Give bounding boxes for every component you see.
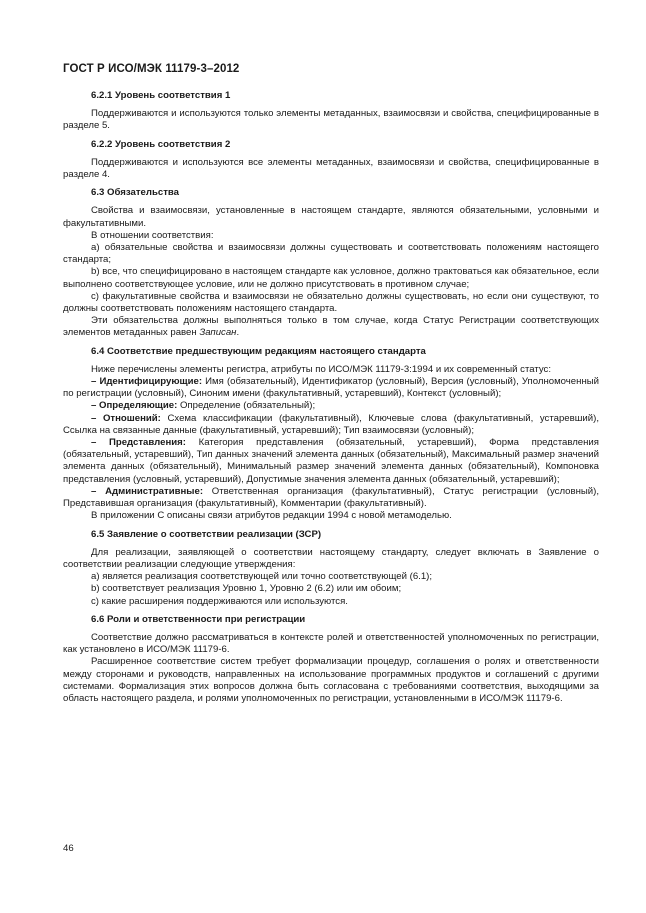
paragraph: Поддерживаются и используются только элементы метаданных, взаимосвязи и свойства, специфицированные в разделе 5. [63,108,599,132]
list-item: – Идентифицирующие: Имя (обязательный), Идентификатор (условный), Версия (условный), Уполномоченный по регистрации (условный), Синоним имени (факультативный, устаревший), Контекст (условный); [63,376,599,400]
section-heading-6-2-1: 6.2.1 Уровень соответствия 1 [91,90,231,101]
list-item: – Отношений: Схема классификации (факультативный), Ключевые слова (факультативный, устаревший), Ссылка на связанные данные (факультативный, устаревший); Тип взаимосвязи (условный); [63,412,599,436]
list-item: b) соответствует реализация Уровню 1, Уровню 2 (6.2) или им обоим; [91,583,402,595]
list-item: с) факультативные свойства и взаимосвязи не обязательно должны существовать, но если они существуют, то должны соответствовать положениям настоящего стандарта. [63,290,599,315]
list-item: – Административные: Ответственная организация (факультативный), Статус регистрации (условный), Представившая организация (факультативный), Комментарии (факультативный). [63,485,599,510]
paragraph: Для реализации, заявляющей о соответствии настоящему стандарту, следует включать в Заявление о соответствии реализации следующие утверждения: [63,546,599,570]
paragraph: Ниже перечислены элементы регистра, атрибуты по ИСО/МЭК 11179-3:1994 и их современный статус: [91,363,552,375]
list-item: с) какие расширения поддерживаются или используются. [91,595,348,607]
list-item: а) обязательные свойства и взаимосвязи должны существовать и соответствовать положениям настоящего стандарта; [63,242,599,266]
paragraph: Эти обязательства должны выполняться только в том случае, когда Статус Регистрации соответствующих элементов метаданных равен Записан. [63,315,599,339]
section-heading-6-4: 6.4 Соответствие предшествующим редакциям настоящего стандарта [91,345,426,357]
section-heading-6-3: 6.3 Обязательства [91,187,180,199]
section-heading-6-2-2: 6.2.2 Уровень соответствия 2 [91,138,231,150]
list-item: b) все, что специфицировано в настоящем стандарте как условное, должно трактоваться как обязательное, если выполнено соответствующее условие, или не должно присутствовать в противном случае; [63,266,599,290]
paragraph: Свойства и взаимосвязи, установленные в настоящем стандарте, являются обязательными, условными и факультативными. [63,205,599,229]
list-item: – Представления: Категория представления (обязательный, устаревший), Форма представления (обязательный, устаревший), Тип данных значений элемента данных (обязательный), Максимальный размер значений элемента данных (обязательный), Минимальный размер значений элемента данных (обязательный), Компоновка представления (условный, устаревший), Допустимые значения элемента данных (обязательный, устаревший); [63,437,599,485]
document-body [63,90,599,705]
paragraph: В приложении С описаны связи атрибутов редакции 1994 с новой метамоделью. [91,510,452,522]
paragraph: Поддерживаются и используются все элементы метаданных, взаимосвязи и свойства, специфицированные в разделе 4. [63,156,599,181]
paragraph: В отношении соответствия: [91,229,214,241]
document-header: ГОСТ Р ИСО/МЭК 11179-3–2012 [63,63,240,75]
page-number: 46 [63,843,74,854]
paragraph: Расширенное соответствие систем требует формализации процедур, соглашения о ролях и ответственности между сторонами и руководств, направленных на использование программных продуктов и соглашений с другими системами. Формализация этих вопросов должна быть согласована с требованиями соответствия, выходящими за область настоящего раздела, и ролями уполномоченных по регистрации, установленными в ИСО/МЭК 11179-6. [63,656,599,704]
paragraph: Соответствие должно рассматриваться в контексте ролей и ответственностей уполномоченных по регистрации, как установлено в ИСО/МЭК 11179-6. [63,631,599,656]
list-item: – Определяющие: Определение (обязательный); [91,400,316,412]
section-heading-6-5: 6.5 Заявление о соответствии реализации (ЗСР) [91,528,322,540]
list-item: а) является реализация соответствующей или точно соответствующей (6.1); [91,571,433,583]
status-term: Записан [199,327,237,339]
section-heading-6-6: 6.6 Роли и ответственности при регистрации [91,613,306,625]
